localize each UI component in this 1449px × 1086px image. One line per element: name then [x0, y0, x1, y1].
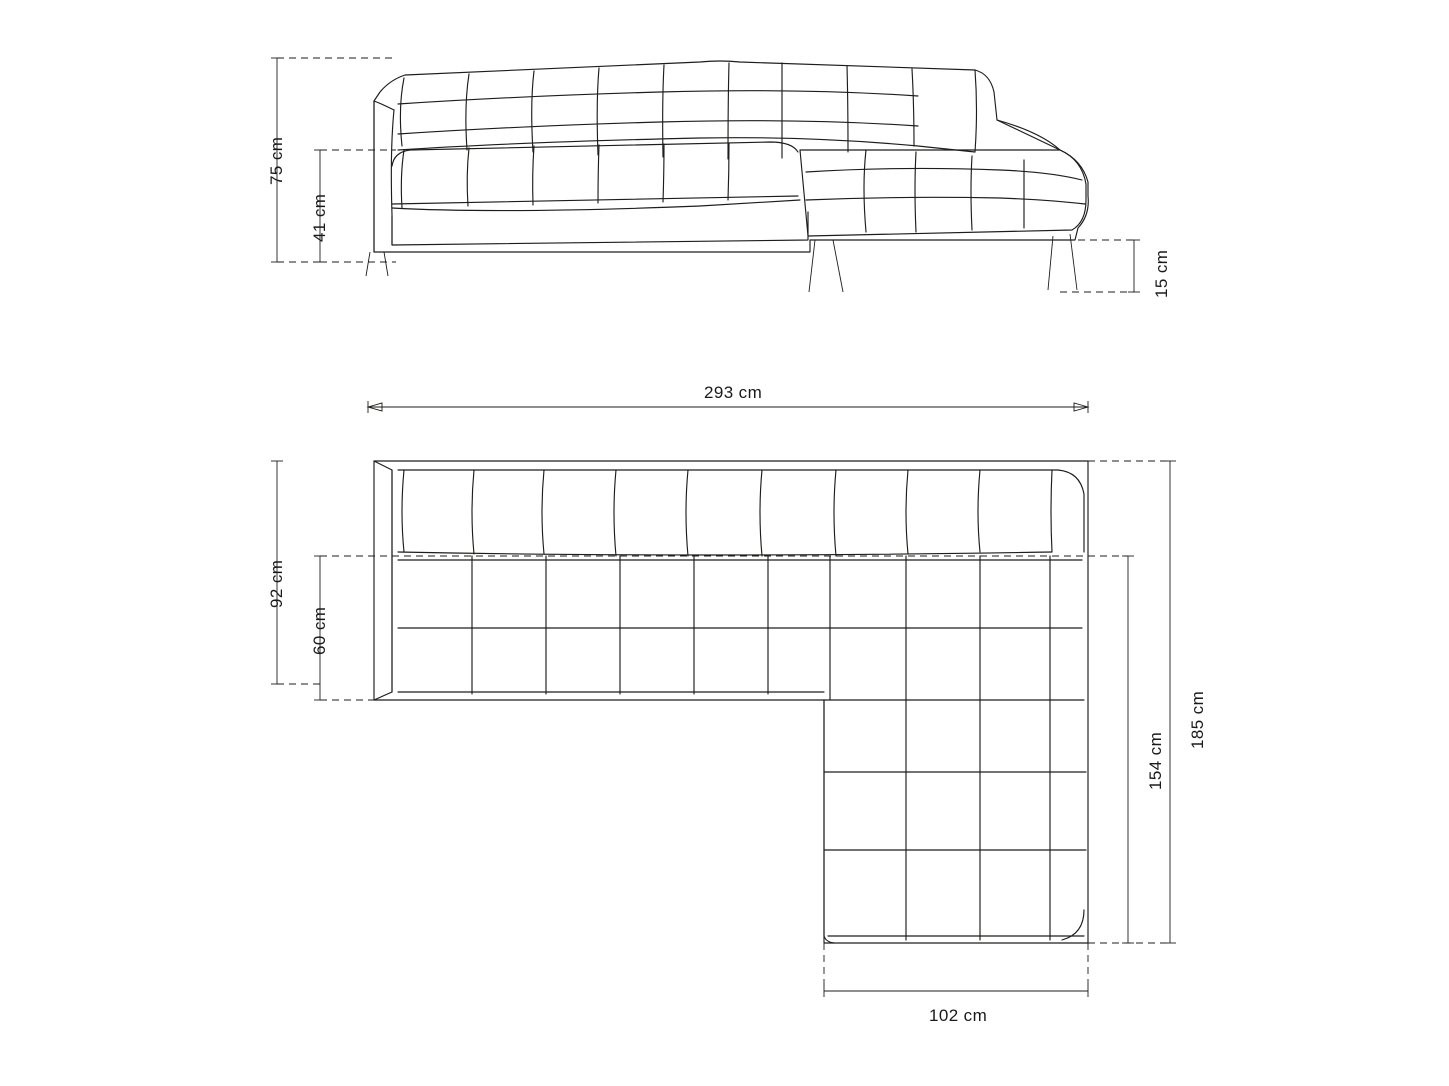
- dimension-label-depth-chaise: 154 cm: [1146, 731, 1165, 790]
- dimension-label-depth-seat: 60 cm: [310, 606, 329, 655]
- dimension-label-width-total: 293 cm: [704, 383, 763, 402]
- dimension-label-leg-height: 15 cm: [1152, 249, 1171, 298]
- dimension-label-width-chaise: 102 cm: [929, 1006, 988, 1025]
- dimension-label-height-seat: 41 cm: [310, 193, 329, 242]
- dimension-label-height-total: 75 cm: [267, 136, 286, 185]
- dimension-label-depth-main: 92 cm: [267, 559, 286, 608]
- top-plan-geometry: [271, 401, 1176, 997]
- front-elevation-geometry: [271, 58, 1140, 292]
- dimension-label-depth-total: 185 cm: [1188, 690, 1207, 749]
